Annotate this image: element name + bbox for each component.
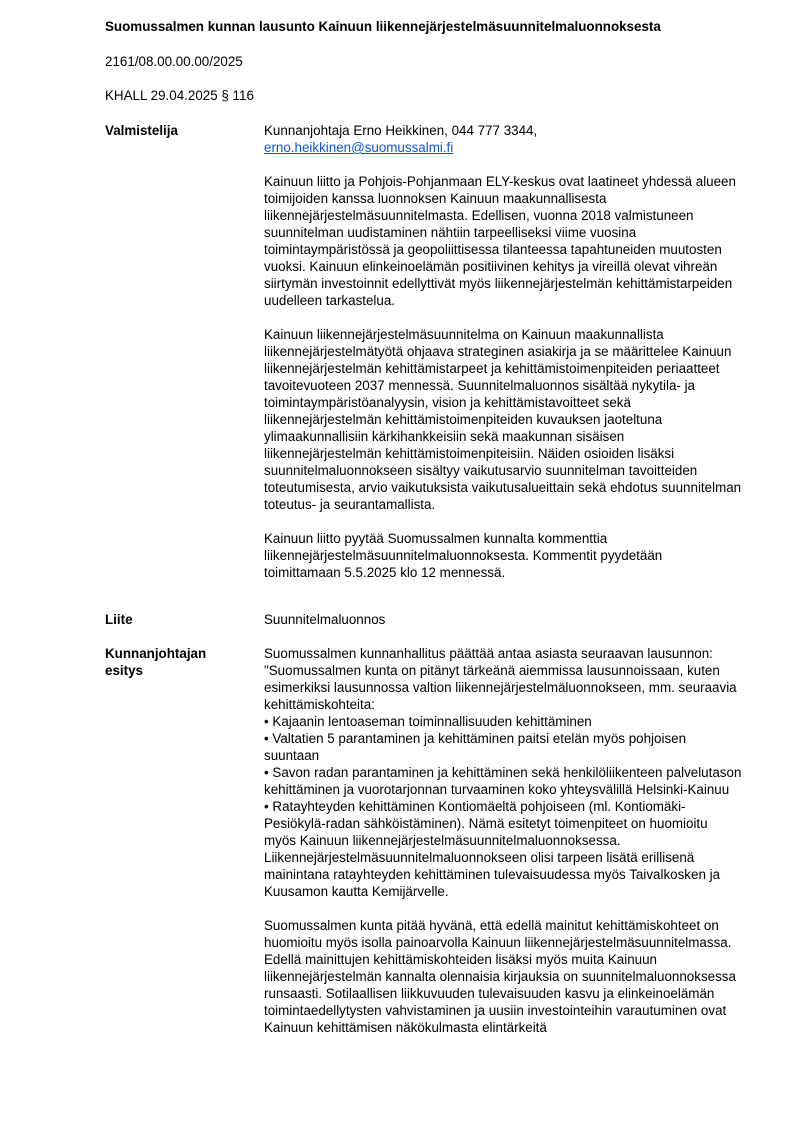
record-number: 2161/08.00.00.00/2025: [105, 54, 243, 69]
esitys-label: [105, 645, 255, 679]
liite-label: Liite: [105, 612, 133, 627]
valmistelija-paragraph: Kainuun liikennejärjestelmäsuunnitelma on Kainuun maakunnallista liikennejärjestelmätyötä ohjaava strateginen asiakirja ja se määrittelee Kainuun liikennejärjestelmän kehittämistarpeet ja kehittämistoimenpiteiden periaatteet tavoitevuoteen 2037 mennessä. Suunnitelmaluonnos sisältää nykytila- ja toimintaympäristöanalyysin, vision ja kehittämistavoitteet sekä liikennejärjestelmän kehittämistoimenpiteiden kuvauksen jaoteltuna ylimaakunnallisiin kärkihankkeisiin sekä maakunnan sisäisen liikennejärjestelmän kehittämistoimenpiteisiin. Näiden osioiden lisäksi suunnitelmaluonnokseen sisältyy vaikutusarvio suunnitelman tavoitteiden toteutumisesta, arvio vaikutuksista vaikutusalueittain sekä ehdotus suunnitelman toteutus- ja seurantamallista.: [264, 327, 742, 512]
preparer-contact: Kunnanjohtaja Erno Heikkinen, 044 777 3344,: [264, 123, 538, 138]
valmistelija-label: Valmistelija: [105, 123, 178, 138]
esitys-intro: Suomussalmen kunnanhallitus päättää antaa asiasta seuraavan lausunnon:: [264, 646, 713, 661]
list-item: • Ratayhteyden kehittäminen Kontiomäeltä pohjoiseen (ml. Kontiomäki-Pesiökylä-radan sähköistäminen). Nämä esitetyt toimenpiteet on huomioitu myös Kainuun liikennejärjestelmäsuunnitelmaluonnoksessa. Liikennejärjestelmäsuunnitelmaluonnokseen olisi tarpeen lisätä erillisenä mainintana ratayhteyden kehittäminen tulevaisuudessa myös Taivalkosken ja Kuusamon kautta Kemijärvelle.: [264, 799, 721, 899]
document-title: Suomussalmen kunnan lausunto Kainuun liikennejärjestelmäsuunnitelmaluonnoksesta: [105, 19, 661, 34]
liite-value: Suunnitelmaluonnos: [264, 612, 386, 627]
esitys-paragraph: Suomussalmen kunta pitää hyvänä, että edellä mainitut kehittämiskohteet on huomioitu myös isolla painoarvolla Kainuun liikennejärjestelmäsuunnitelmassa. Edellä mainittujen kehittämiskohteiden lisäksi myös muita Kainuun liikennejärjestelmän kannalta olennaisia kirjauksia on suunnitelmaluonnoksessa runsaasti. Sotilaallisen liikkuvuuden tulevaisuuden kasvu ja elinkeinoelämän toimintaedellytysten vahvistaminen ja uusiin investointeihin varautuminen ovat Kainuun kehittämisen näkökulmasta elintärkeitä: [264, 918, 736, 1035]
valmistelija-paragraph: Kainuun liitto pyytää Suomussalmen kunnalta kommenttia liikennejärjestelmäsuunnitelmaluonnoksesta. Kommentit pyydetään toimittamaan 5.5.2025 klo 12 mennessä.: [264, 531, 663, 580]
esitys-content: [264, 645, 742, 1036]
valmistelija-content: [264, 122, 742, 581]
list-item: • Valtatien 5 parantaminen ja kehittäminen paitsi etelän myös pohjoisen suuntaan: [264, 731, 687, 763]
list-item: • Savon radan parantaminen ja kehittäminen sekä henkilöliikenteen palvelutason kehittäminen ja vuorotarjonnan turvaaminen koko yhteysvälillä Helsinki-Kainuu: [264, 765, 742, 797]
esitys-quote-intro: "Suomussalmen kunta on pitänyt tärkeänä aiemmissa lausunnoissaan, kuten esimerkiksi lausunnossa valtion liikennejärjestelmäluonnokseen, mm. seuraavia kehittämiskohteita:: [264, 663, 737, 712]
preparer-email-link[interactable]: erno.heikkinen@suomussalmi.fi: [264, 140, 454, 155]
esitys-label-line1: Kunnanjohtajan: [105, 646, 207, 661]
esitys-label-line2: esitys: [105, 663, 143, 678]
list-item: • Kajaanin lentoaseman toiminnallisuuden kehittäminen: [264, 714, 592, 729]
meeting-reference: KHALL 29.04.2025 § 116: [105, 88, 254, 103]
valmistelija-paragraph: Kainuun liitto ja Pohjois-Pohjanmaan ELY-keskus ovat laatineet yhdessä alueen toimijoiden kanssa luonnoksen Kainuun maakunnallisesta liikennejärjestelmäsuunnitelmasta. Edellisen, vuonna 2018 valmistuneen suunnitelman uudistaminen nähtiin tarpeelliseksi viime vuosina toimintaympäristössä ja geopoliittisessa tilanteessa tapahtuneiden muutosten vuoksi. Kainuun elinkeinoelämän positiivinen kehitys ja vireillä olevat vihreän siirtymän investoinnit edellyttivät myös liikennejärjestelmän kehittämistarpeiden uudelleen tarkastelua.: [264, 174, 736, 308]
